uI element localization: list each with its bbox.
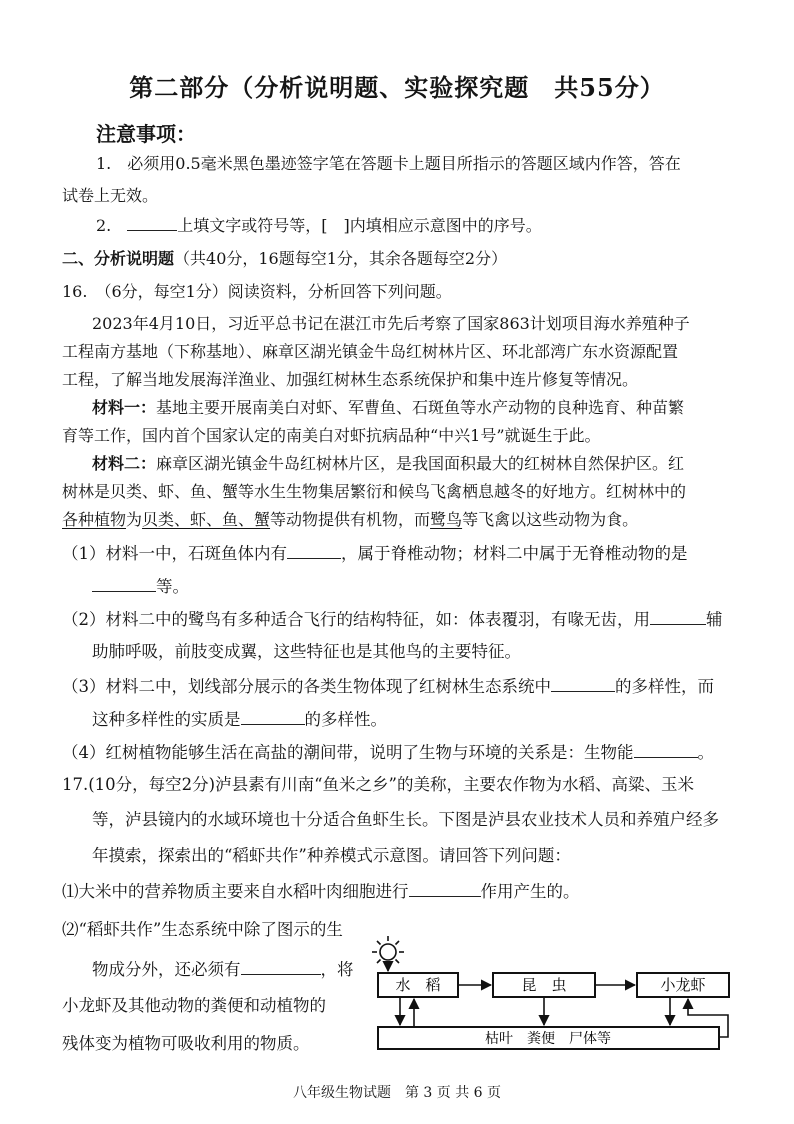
q16-sub-2-line-1 [62,609,723,630]
q16-sub-1-text-c: 等。 [156,577,189,596]
q17-sub-2-text-b: ，将 [320,960,354,979]
q17-line-3: 年摸索，探索出的“稻虾共作”种养模式示意图。请回答下列问题： [92,846,571,865]
material-1-text: 基地主要开展南美白对虾、军曹鱼、石斑鱼等水产动物的良种选育、种苗繁 [156,398,685,417]
q16-sub-3-text-a: （3）材料二中，划线部分展示的各类生物体现了红树林生态系统中 [62,677,551,696]
q17-sub-2-line-4: 残体变为植物可吸收利用的物质。 [62,1034,310,1053]
notice-item-2-text: 上填文字或符号等，[ ]内填相应示意图中的序号。 [177,216,542,235]
answer-blank [551,676,615,692]
section-2-title: 二、分析说明题 [62,249,175,268]
q16-header: 16. （6分，每空1分）阅读资料，分析回答下列问题。 [62,282,452,301]
q17-sub-1 [62,881,580,902]
q16-sub-1-text-b: ，属于脊椎动物；材料二中属于无脊椎动物的是 [341,544,688,563]
q16-sub-3-line-1 [62,676,714,697]
box-crayfish-label: 小龙虾 [660,976,706,994]
q17-line-1: 17.(10分，每空2分)泸县素有川南“鱼米之乡”的美称，主要农作物为水稻、高粱、玉米 [62,775,694,794]
q16-sub-4 [62,742,714,763]
notice-item-1-line-1: 1. 必须用0.5毫米黑色墨迹签字笔在答题卡上题目所指示的答题区域内作答，答在 [96,154,681,173]
underlined-animals: 贝类、虾、鱼、蟹 [142,510,271,529]
q16-sub-3-text-d: 的多样性。 [304,710,387,729]
notice-heading: 注意事项： [96,122,196,146]
q16-sub-3-line-2 [92,709,387,730]
box-decomposition-label: 枯叶 粪便 尸体等 [485,1031,611,1047]
rice-shrimp-diagram [370,932,740,1062]
box-rice-label: 水 稻 [395,976,441,994]
box-insect-label: 昆 虫 [521,976,567,994]
q16-sub-2-text-a: （2）材料二中的鹭鸟有多种适合飞行的结构特征，如：体表覆羽，有喙无齿，用 [62,610,650,629]
sun-icon [372,936,404,968]
q17-sub-2-text-a: 物成分外，还必须有 [92,960,241,979]
q16-material-1-line-1 [92,398,684,418]
q16-sub-1-line-2 [92,576,189,597]
q16-sub-3-text-c: 这种多样性的实质是 [92,710,241,729]
q16-intro-line-2: 工程南方基地（下称基地）、麻章区湖光镇金牛岛红树林片区、环北部湾广东水资源配置 [62,342,679,361]
q16-sub-2-line-2: 助肺呼吸，前肢变成翼，这些特征也是其他鸟的主要特征。 [92,642,521,661]
text-segment: 等动物提供有机物，而 [270,510,431,529]
answer-blank [92,576,156,592]
q17-sub-2-line-3: 小龙虾及其他动物的粪便和动植物的 [62,996,326,1015]
q16-sub-3-text-b: 的多样性，而 [615,677,714,696]
answer-blank [127,215,177,231]
text-segment: 等飞禽以这些动物为食。 [462,510,639,529]
answer-blank [241,709,305,725]
underlined-egret: 鹭鸟 [430,510,463,529]
q16-material-2-line-2: 树林是贝类、虾、鱼、蟹等水生生物集居繁衍和候鸟飞禽栖息越冬的好地方。红树林中的 [62,482,687,501]
q16-sub-4-text-b: 。 [697,743,714,762]
q17-sub-2-line-2 [92,959,354,980]
q17-sub-2-line-1: ⑵“稻虾共作”生态系统中除了图示的生 [62,920,343,939]
q16-sub-1-line-1 [62,543,688,564]
answer-blank [241,959,321,975]
notice-item-2 [96,215,542,236]
q16-material-2-line-3 [62,510,638,530]
q16-sub-2-text-b: 辅 [706,610,723,629]
q16-material-2-line-1 [92,454,684,474]
q16-intro-line-3: 工程，了解当地发展海洋渔业、加强红树林生态系统保护和集中连片修复等情况。 [62,370,639,389]
answer-blank [287,543,341,559]
notice-item-1-line-2: 试卷上无效。 [62,186,159,205]
q16-sub-1-text-a: （1）材料一中，石斑鱼体内有 [62,544,287,563]
q16-sub-4-text-a: （4）红树植物能够生活在高盐的潮间带，说明了生物与环境的关系是：生物能 [62,743,634,762]
material-2-text: 麻章区湖光镇金牛岛红树林片区，是我国面积最大的红树林自然保护区。红 [156,454,685,473]
q16-intro-line-1: 2023年4月10日，习近平总书记在湛江市先后考察了国家863计划项目海水养殖种子 [92,314,690,333]
page-title: 第二部分（分析说明题、实验探究题 共55分） [129,73,665,102]
material-2-label: 材料二： [92,454,157,473]
answer-blank [650,609,706,625]
section-2-note: （共40分，16题每空1分，其余各题每空2分） [174,249,508,268]
notice-item-2-number: 2. [96,216,112,235]
answer-blank [409,881,481,897]
answer-blank [634,742,698,758]
page-footer: 八年级生物试题 第 3 页 共 6 页 [292,1085,502,1101]
q17-sub-1-text-a: ⑴大米中的营养物质主要来自水稻叶肉细胞进行 [62,882,409,901]
material-1-label: 材料一： [92,398,157,417]
q17-line-2: 等，泸县镜内的水域环境也十分适合鱼虾生长。下图是泸县农业技术人员和养殖户经多 [92,810,719,829]
section-2-heading [62,249,507,269]
q16-material-1-line-2: 育等工作，国内首个国家认定的南美白对虾抗病品种“中兴1号”就诞生于此。 [62,426,601,445]
q17-sub-1-text-b: 作用产生的。 [480,882,580,901]
text-segment: 为 [126,510,143,529]
underlined-plants: 各种植物 [62,510,127,529]
